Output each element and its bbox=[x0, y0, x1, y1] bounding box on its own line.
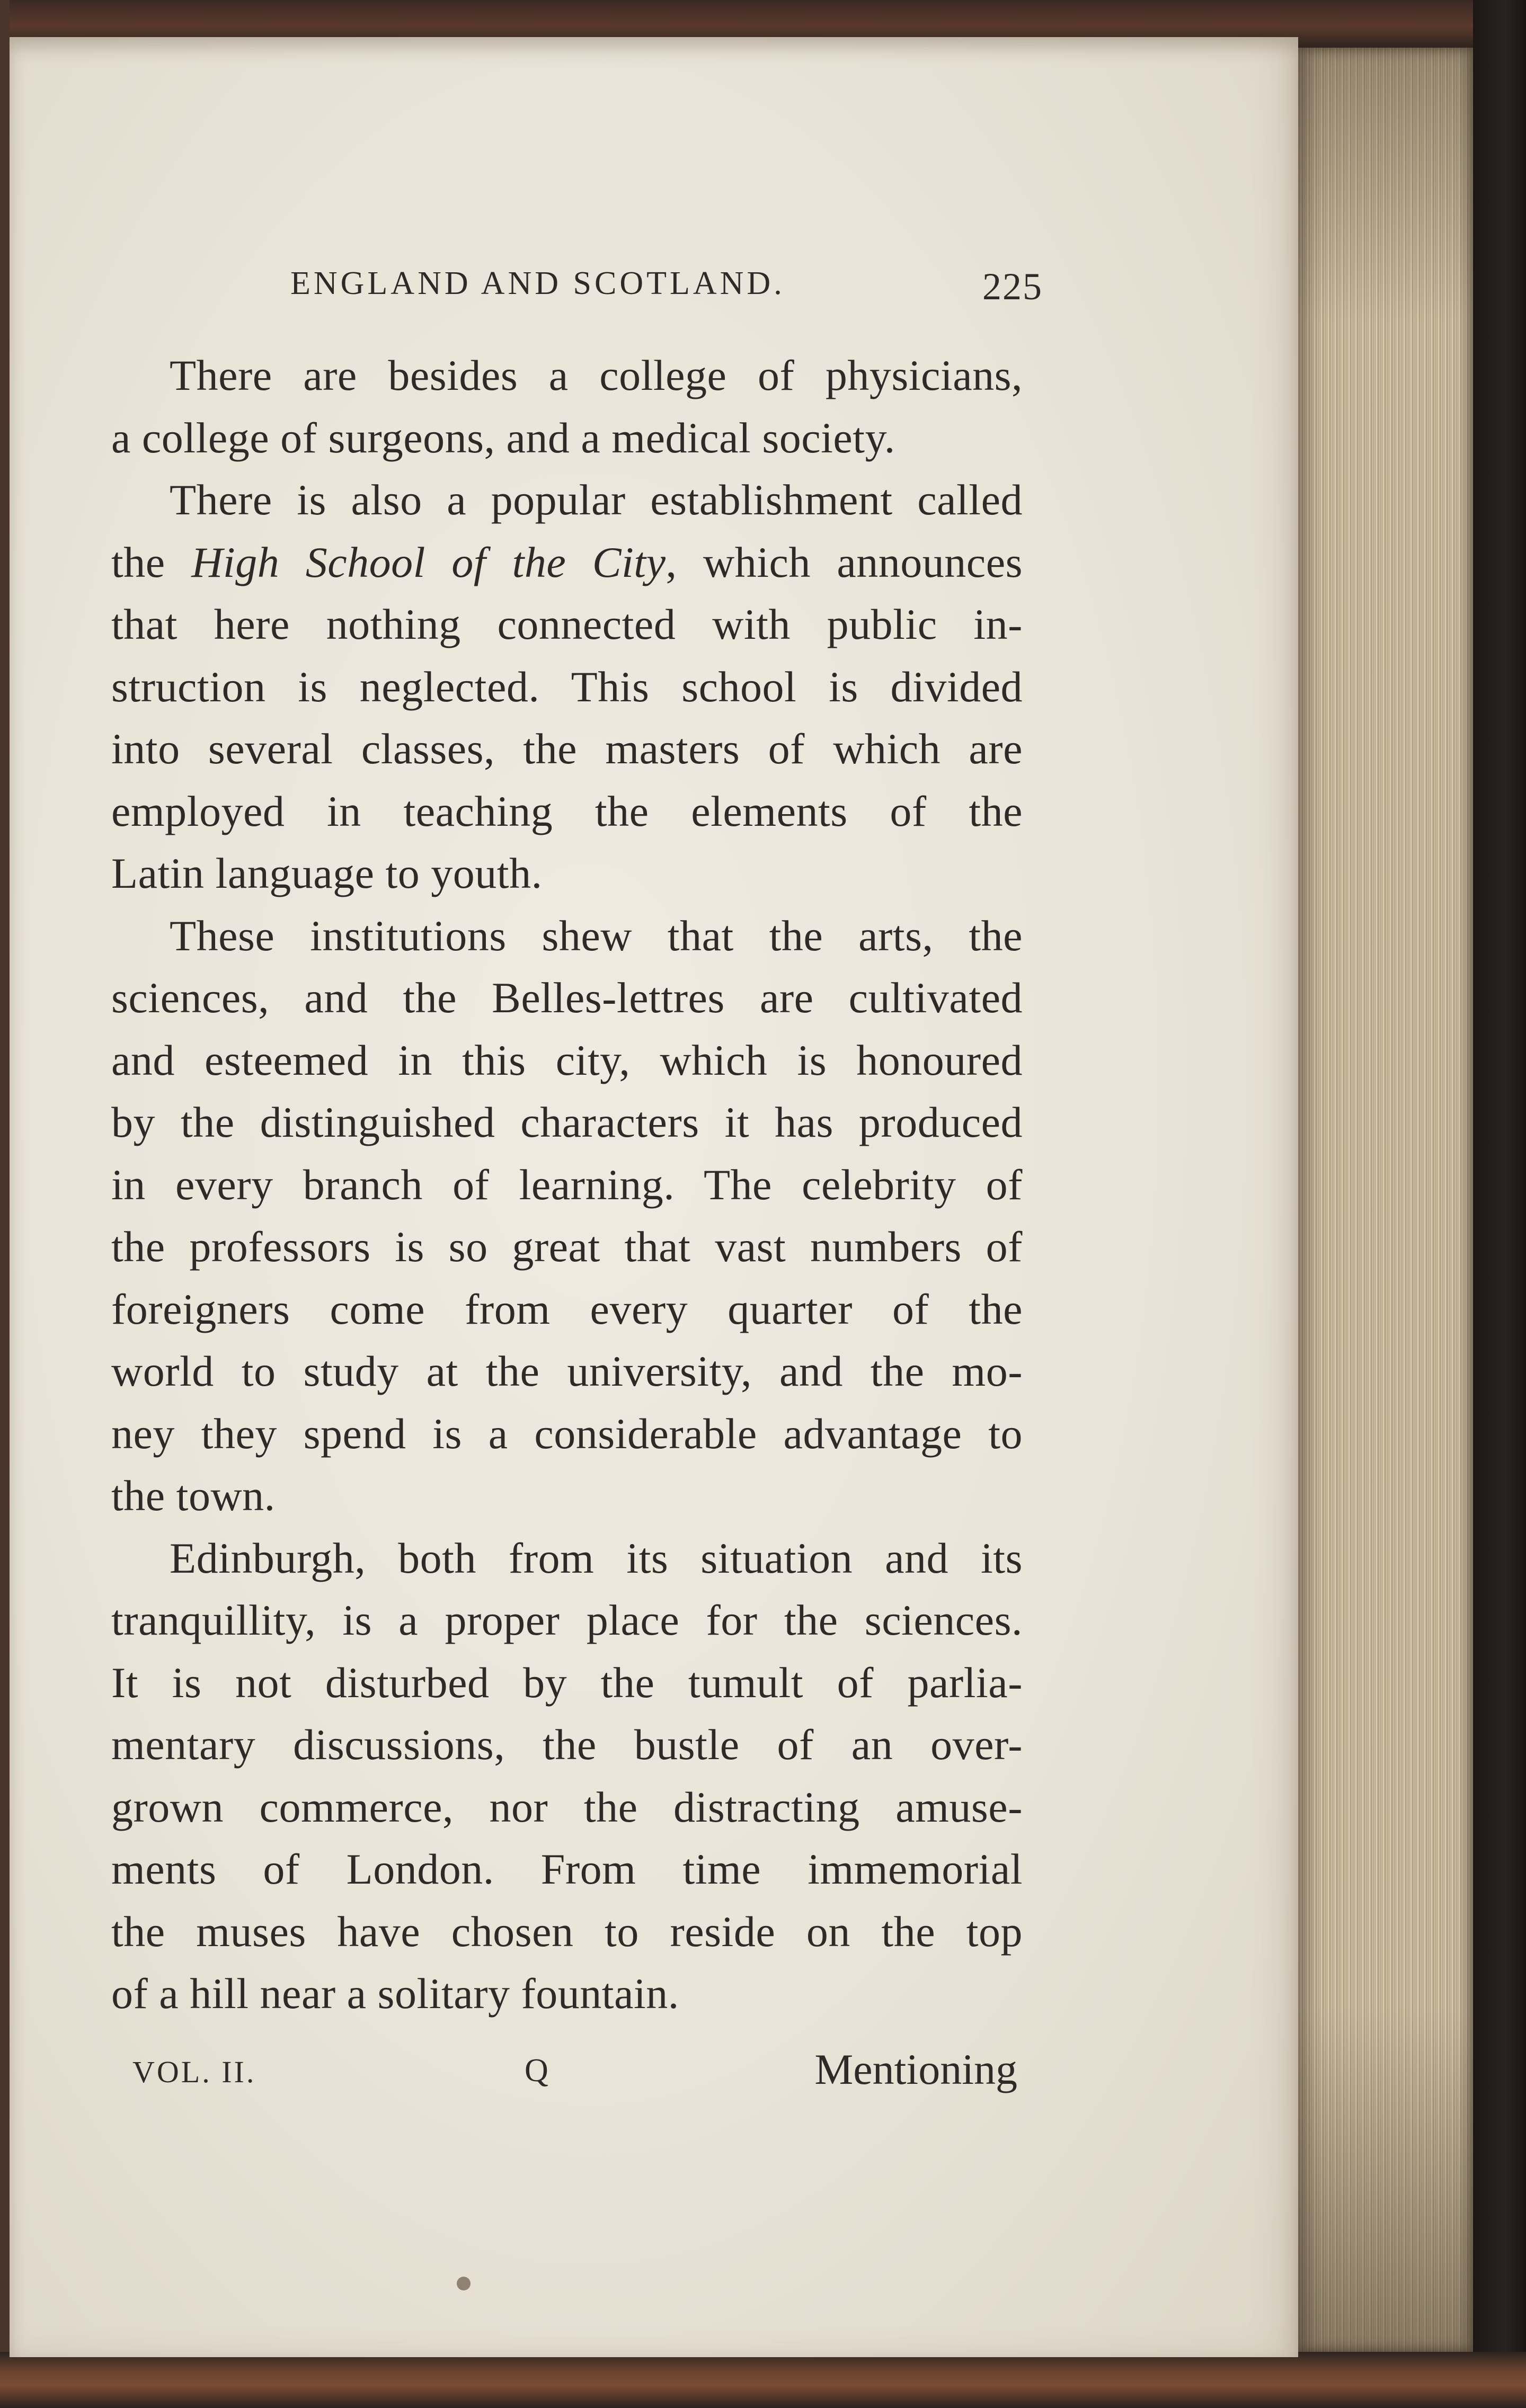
text-line: the professors is so great that vast numbers of bbox=[111, 1223, 1023, 1271]
signature-mark: Q bbox=[525, 2053, 548, 2089]
fore-edge-shadow bbox=[1298, 48, 1473, 2352]
text-line: These institutions shew that the arts, the bbox=[170, 911, 1023, 960]
running-title: ENGLAND AND SCOTLAND. bbox=[290, 265, 785, 301]
text-line: world to study at the university, and the mo- bbox=[111, 1347, 1023, 1395]
line-segment: the bbox=[111, 538, 192, 586]
text-line: ments of London. From time immemorial bbox=[111, 1845, 1023, 1893]
cover-board-bottom bbox=[0, 2352, 1526, 2408]
volume-label: VOL. II. bbox=[132, 2055, 256, 2089]
page-number: 225 bbox=[982, 265, 1043, 308]
text-line bbox=[111, 531, 1023, 594]
text-line: and esteemed in this city, which is honoured bbox=[111, 1036, 1023, 1084]
text-line: tranquillity, is a proper place for the sciences. bbox=[111, 1596, 1023, 1644]
text-line: the muses have chosen to reside on the top bbox=[111, 1907, 1023, 1956]
text-line: mentary discussions, the bustle of an over- bbox=[111, 1720, 1023, 1769]
cover-board-right bbox=[1473, 0, 1526, 2408]
text-line: ney they spend is a considerable advantage to bbox=[111, 1409, 1023, 1458]
text-line: sciences, and the Belles-lettres are cultivated bbox=[111, 974, 1023, 1022]
text-line: a college of surgeons, and a medical society. bbox=[111, 413, 895, 462]
running-header bbox=[290, 265, 1043, 309]
text-line: foreigners come from every quarter of the bbox=[111, 1285, 1023, 1333]
text-line: It is not disturbed by the tumult of parlia- bbox=[111, 1658, 1023, 1707]
italic-phrase: High School of the City bbox=[191, 538, 666, 586]
text-line: by the distinguished characters it has produced bbox=[111, 1098, 1023, 1146]
text-line: the town. bbox=[111, 1471, 276, 1520]
ink-spot bbox=[457, 2277, 471, 2290]
text-line: in every branch of learning. The celebrity of bbox=[111, 1160, 1023, 1209]
text-line: into several classes, the masters of which are bbox=[111, 725, 1023, 773]
text-line: There are besides a college of physicians, bbox=[170, 351, 1023, 399]
text-line: Edinburgh, both from its situation and its bbox=[170, 1533, 1023, 1582]
text-line: that here nothing connected with public in- bbox=[111, 600, 1023, 648]
text-line: Latin language to youth. bbox=[111, 849, 543, 897]
line-segment: , which announces bbox=[666, 538, 1023, 586]
text-line: There is also a popular establishment called bbox=[170, 476, 1023, 524]
text-line: struction is neglected. This school is divided bbox=[111, 662, 1023, 711]
page-footer bbox=[132, 2045, 1017, 2098]
catchword: Mentioning bbox=[814, 2045, 1017, 2093]
text-line: of a hill near a solitary fountain. bbox=[111, 1969, 679, 2018]
body-text bbox=[111, 344, 1023, 2025]
cover-board-left bbox=[0, 0, 10, 2408]
text-line: employed in teaching the elements of the bbox=[111, 787, 1023, 835]
text-line: grown commerce, nor the distracting amuse- bbox=[111, 1782, 1023, 1831]
